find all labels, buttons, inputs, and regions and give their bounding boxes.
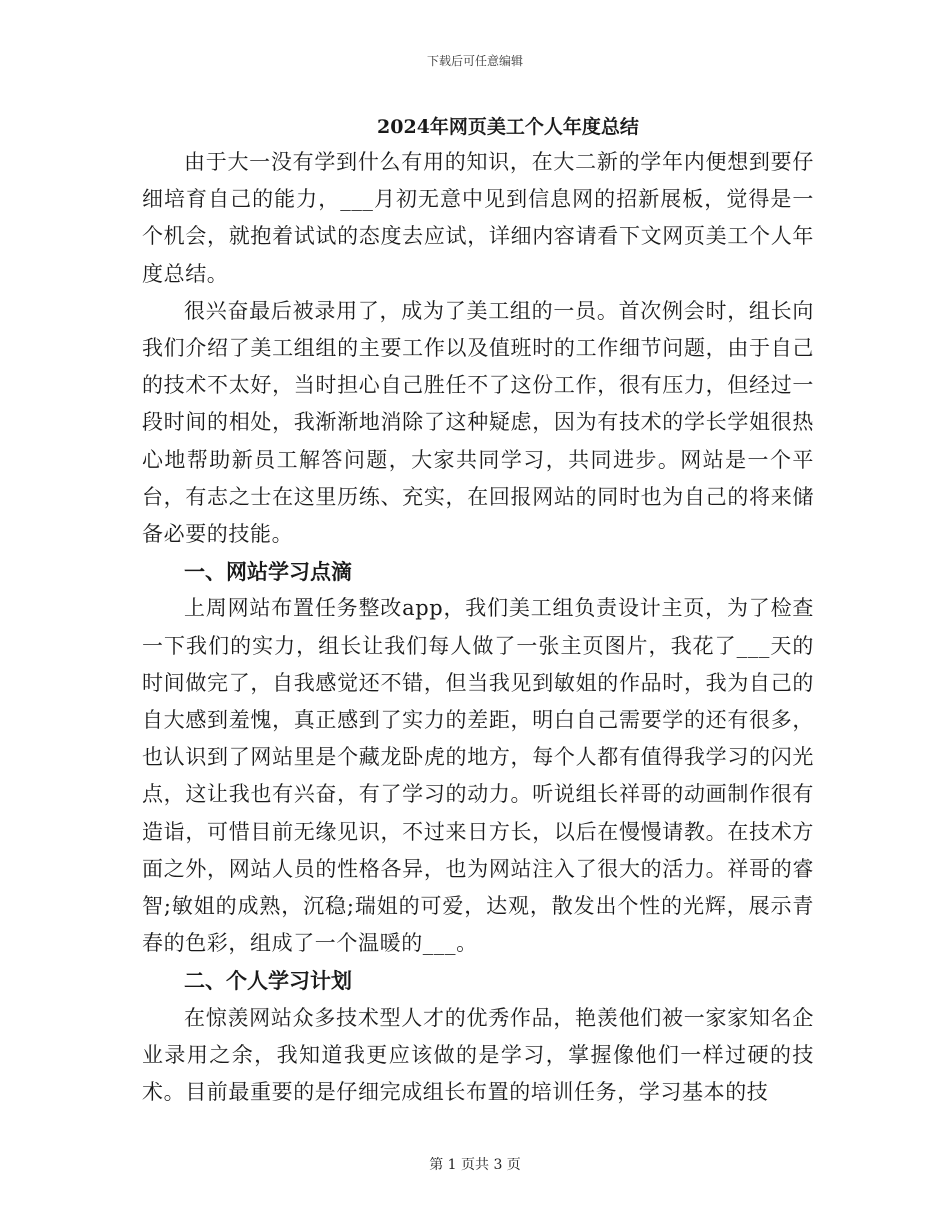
document-title: 2024年网页美工个人年度总结 <box>377 116 639 138</box>
page-number: 第 1 页共 3 页 <box>429 1157 521 1173</box>
header-note: 下载后可任意编辑 <box>426 54 523 68</box>
document-body <box>142 110 814 1111</box>
section-heading-1: 一、网站学习点滴 <box>184 559 352 585</box>
section-heading-2: 二、个人学习计划 <box>184 968 352 994</box>
paragraph-recruited: 很兴奋最后被录用了，成为了美工组的一员。首次例会时，组长向我们介绍了美工组组的主要工作以及值班时的工作细节问题，由于自己的技术不太好，当时担心自己胜任不了这份工作，很有压力，但经过一段时间的相处，我渐渐地消除了这种疑虑，因为有技术的学长学姐很热心地帮助新员工解答问题，大家共同学习，共同进步。网站是一个平台，有志之士在这里历练、充实，在回报网站的同时也为自己的将来储备必要的技能。 <box>142 298 814 547</box>
paragraph-section-1: 上周网站布置任务整改app，我们美工组负责设计主页，为了检查一下我们的实力，组长让我们每人做了一张主页图片，我花了___天的时间做完了，自我感觉还不错，但当我见到敏姐的作品时，我为自己的自大感到羞愧，真正感到了实力的差距，明白自己需要学的还有很多，也认识到了网站里是个藏龙卧虎的地方，每个人都有值得我学习的闪光点，这让我也有兴奋，有了学习的动力。听说组长祥哥的动画制作很有造诣，可惜目前无缘见识，不过来日方长，以后在慢慢请教。在技术方面之外，网站人员的性格各异，也为网站注入了很大的活力。祥哥的睿智;敏姐的成熟，沉稳;瑞姐的可爱，达观，散发出个性的光辉，展示青春的色彩，组成了一个温暖的___。 <box>142 596 814 956</box>
paragraph-section-2: 在惊羡网站众多技术型人才的优秀作品，艳羡他们被一家家知名企业录用之余，我知道我更应该做的是学习，掌握像他们一样过硬的技术。目前最重要的是仔细完成组长布置的培训任务，学习基本的技 <box>142 1005 814 1105</box>
paragraph-intro: 由于大一没有学到什么有用的知识，在大二新的学年内便想到要仔细培育自己的能力，___月初无意中见到信息网的招新展板，觉得是一个机会，就抱着试试的态度去应试，详细内容请看下文网页美工个人年度总结。 <box>142 150 814 286</box>
